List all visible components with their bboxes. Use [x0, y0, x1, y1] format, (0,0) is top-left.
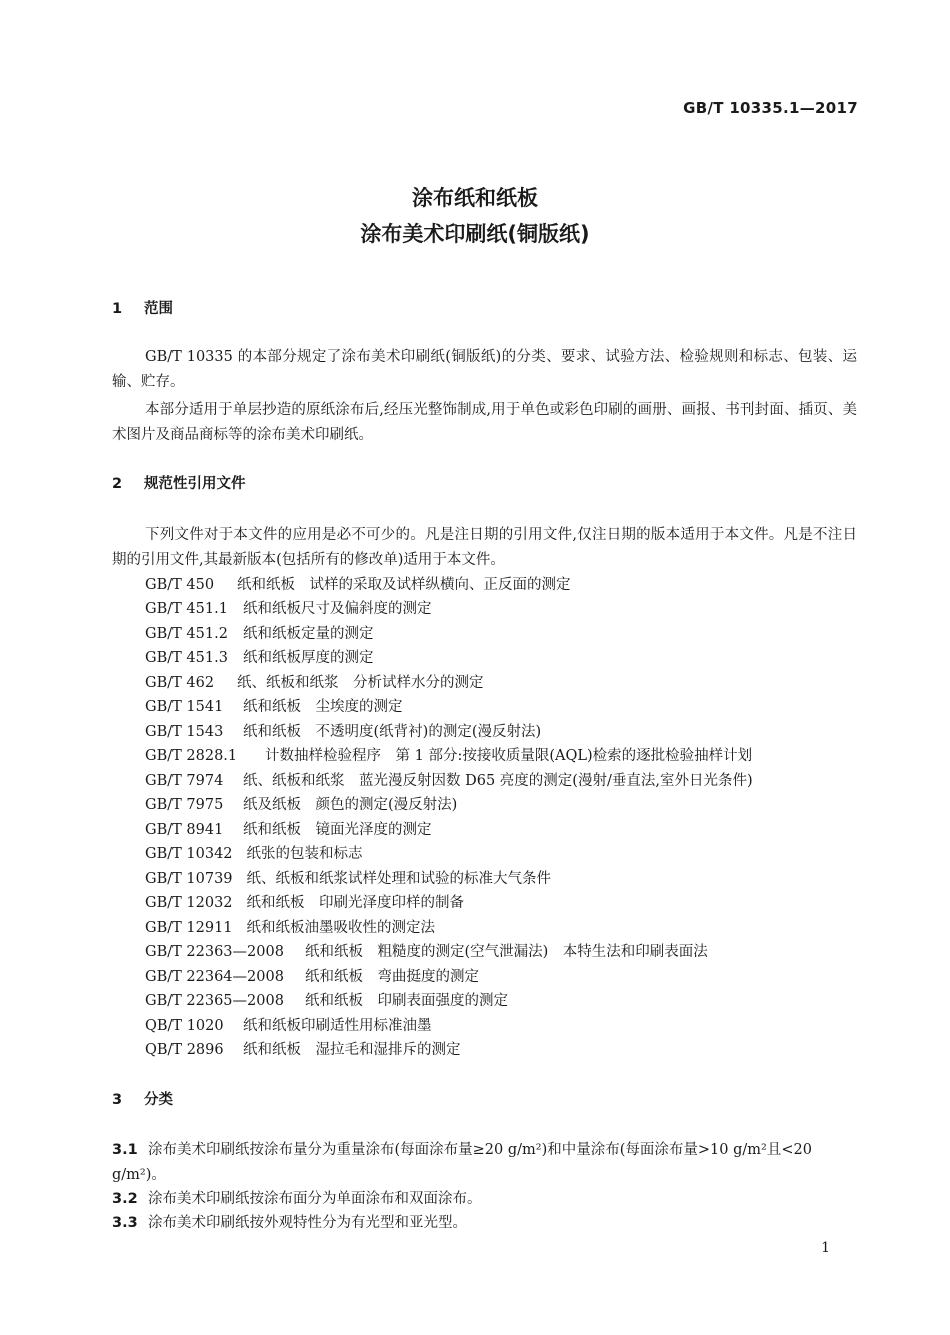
clause-text: 涂布美术印刷纸按涂布面分为单面涂布和双面涂布。 — [148, 1191, 482, 1207]
clause-number: 3.3 — [112, 1215, 138, 1231]
reference-code: GB/T 2828.1 — [145, 748, 238, 764]
document-title-line1: 涂布纸和纸板 — [412, 186, 538, 210]
reference-code: GB/T 22365—2008 — [145, 993, 284, 1009]
document-title-line2: 涂布美术印刷纸(铜版纸) — [360, 222, 590, 246]
reference-code: GB/T 10739 — [145, 871, 233, 887]
reference-item — [145, 793, 457, 814]
reference-item — [145, 622, 374, 643]
reference-title: 纸、纸板和纸浆 分析试样水分的测定 — [237, 675, 484, 691]
reference-item — [145, 597, 432, 618]
reference-title: 纸张的包装和标志 — [246, 846, 363, 862]
clause-3-1 — [112, 1138, 857, 1187]
clause-3-2 — [112, 1187, 857, 1212]
reference-item — [145, 671, 484, 692]
reference-title: 纸和纸板 尘埃度的测定 — [243, 699, 403, 715]
reference-title: 纸和纸板油墨吸收性的测定法 — [246, 920, 436, 936]
reference-item — [145, 940, 708, 961]
reference-code: GB/T 1543 — [145, 724, 224, 740]
reference-item — [145, 818, 432, 839]
reference-title: 纸及纸板 颜色的测定(漫反射法) — [243, 797, 458, 813]
section-2-heading — [112, 472, 246, 493]
reference-title: 纸和纸板厚度的测定 — [243, 650, 374, 666]
reference-item — [145, 965, 479, 986]
reference-code: GB/T 462 — [145, 675, 215, 691]
reference-item — [145, 989, 508, 1010]
reference-item — [145, 842, 363, 863]
reference-code: GB/T 22364—2008 — [145, 969, 284, 985]
page-number: 1 — [821, 1240, 830, 1256]
reference-code: QB/T 2896 — [145, 1042, 224, 1058]
reference-code: GB/T 12911 — [145, 920, 233, 936]
reference-item — [145, 720, 541, 741]
reference-item — [145, 695, 403, 716]
reference-title: 计数抽样检验程序 第 1 部分:按接收质量限(AQL)检索的逐批检验抽样计划 — [265, 748, 753, 764]
reference-code: GB/T 451.2 — [145, 626, 228, 642]
reference-title: 纸和纸板尺寸及偏斜度的测定 — [243, 601, 432, 617]
reference-item — [145, 769, 753, 790]
reference-item — [145, 744, 752, 765]
reference-item — [145, 1038, 461, 1059]
section-1-heading — [112, 297, 173, 318]
reference-code: GB/T 7975 — [145, 797, 224, 813]
reference-title: 纸和纸板印刷适性用标准油墨 — [243, 1018, 432, 1034]
clause-number: 3.1 — [112, 1142, 138, 1158]
clause-text: 涂布美术印刷纸按外观特性分为有光型和亚光型。 — [148, 1215, 467, 1231]
reference-code: GB/T 7974 — [145, 773, 224, 789]
reference-item — [145, 891, 464, 912]
clause-number: 3.2 — [112, 1191, 138, 1207]
reference-code: GB/T 451.1 — [145, 601, 228, 617]
section-3-heading — [112, 1088, 173, 1109]
reference-item — [145, 573, 571, 594]
reference-item — [145, 867, 551, 888]
clause-text: 涂布美术印刷纸按涂布量分为重量涂布(每面涂布量≥20 g/m²)和中量涂布(每面涂布量>10 g/m²且<20 g/m²)。 — [112, 1142, 812, 1183]
section-title: 规范性引用文件 — [144, 476, 246, 492]
section-title: 分类 — [144, 1092, 173, 1108]
reference-code: GB/T 450 — [145, 577, 215, 593]
reference-item — [145, 1014, 432, 1035]
reference-code: GB/T 10342 — [145, 846, 233, 862]
reference-title: 纸和纸板 试样的采取及试样纵横向、正反面的测定 — [237, 577, 571, 593]
reference-title: 纸和纸板 湿拉毛和湿排斥的测定 — [243, 1042, 461, 1058]
scope-paragraph-1: GB/T 10335 的本部分规定了涂布美术印刷纸(铜版纸)的分类、要求、试验方法、检验规则和标志、包装、运输、贮存。 — [112, 349, 857, 390]
reference-item — [145, 646, 374, 667]
clause-3-3 — [112, 1211, 857, 1236]
reference-title: 纸和纸板 弯曲挺度的测定 — [305, 969, 479, 985]
section-title: 范围 — [144, 301, 173, 317]
reference-title: 纸、纸板和纸浆 蓝光漫反射因数 D65 亮度的测定(漫射/垂直法,室外日光条件) — [243, 773, 753, 789]
reference-code: GB/T 22363—2008 — [145, 944, 284, 960]
reference-code: GB/T 1541 — [145, 699, 224, 715]
references-intro: 下列文件对于本文件的应用是必不可少的。凡是注日期的引用文件,仅注日期的版本适用于本文件。凡是不注日期的引用文件,其最新版本(包括所有的修改单)适用于本文件。 — [112, 527, 857, 568]
standard-code: GB/T 10335.1—2017 — [683, 99, 858, 117]
section-number: 3 — [112, 1092, 123, 1108]
reference-title: 纸和纸板 不透明度(纸背衬)的测定(漫反射法) — [243, 724, 542, 740]
reference-code: GB/T 8941 — [145, 822, 224, 838]
reference-title: 纸和纸板 镜面光泽度的测定 — [243, 822, 432, 838]
reference-item — [145, 916, 435, 937]
reference-title: 纸和纸板 印刷光泽度印样的制备 — [246, 895, 465, 911]
reference-title: 纸、纸板和纸浆试样处理和试验的标准大气条件 — [246, 871, 552, 887]
reference-title: 纸和纸板 粗糙度的测定(空气泄漏法) 本特生法和印刷表面法 — [305, 944, 708, 960]
reference-code: GB/T 451.3 — [145, 650, 228, 666]
section-number: 1 — [112, 301, 123, 317]
scope-paragraph-2: 本部分适用于单层抄造的原纸涂布后,经压光整饰制成,用于单色或彩色印刷的画册、画报、书刊封面、插页、美术图片及商品商标等的涂布美术印刷纸。 — [112, 402, 857, 443]
reference-title: 纸和纸板 印刷表面强度的测定 — [305, 993, 508, 1009]
reference-code: GB/T 12032 — [145, 895, 233, 911]
reference-code: QB/T 1020 — [145, 1018, 224, 1034]
section-number: 2 — [112, 476, 123, 492]
reference-title: 纸和纸板定量的测定 — [243, 626, 374, 642]
